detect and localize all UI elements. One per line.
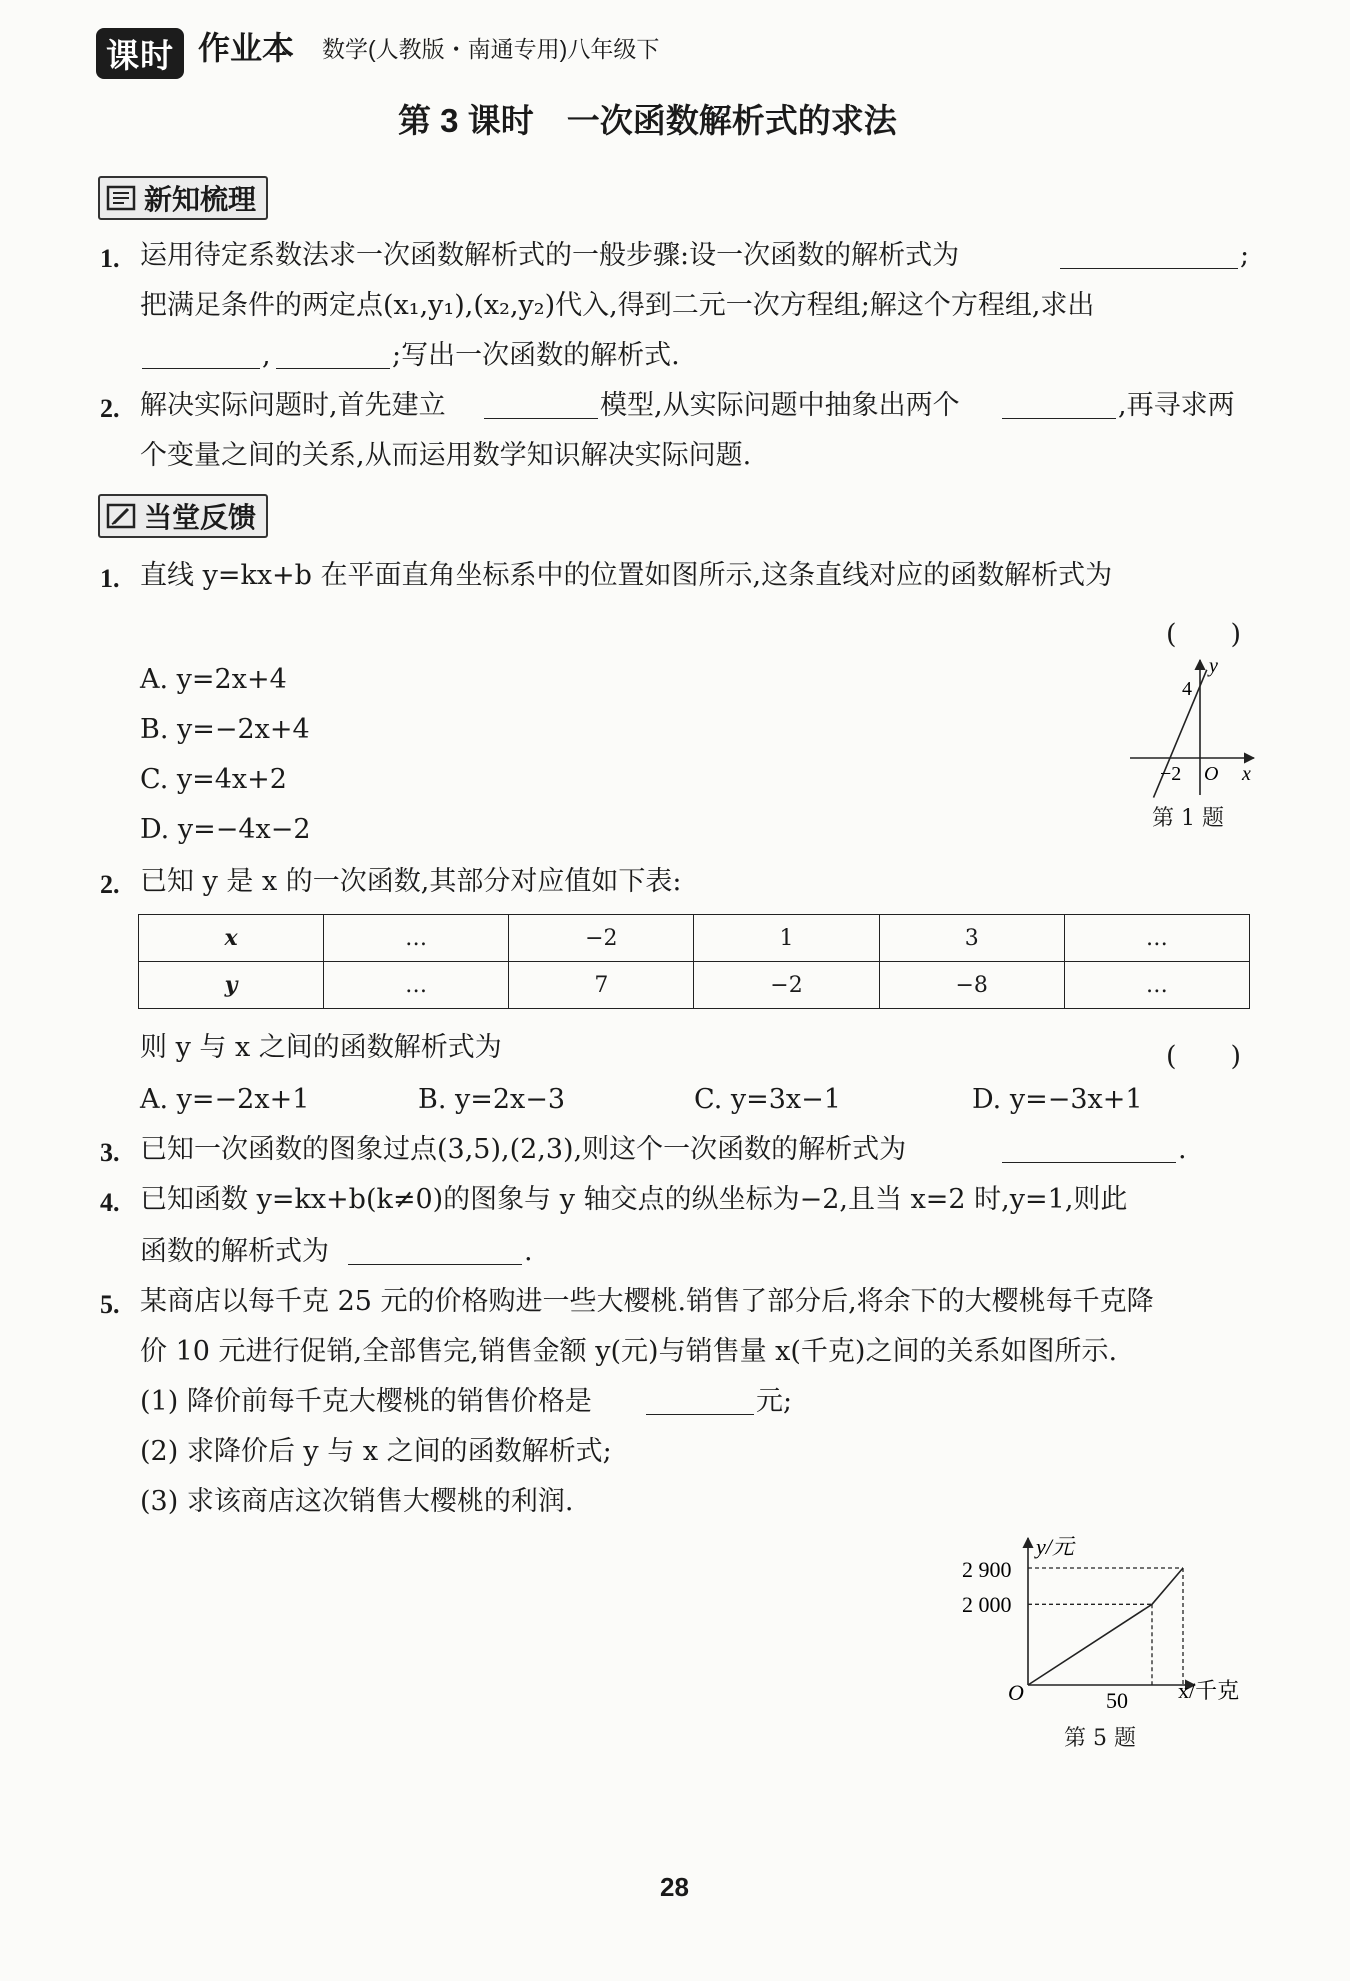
sub-question: (2) 求降价后 y 与 x 之间的函数解析式; xyxy=(140,1436,612,1467)
x-tick-label: −2 xyxy=(1160,763,1182,785)
question-text: , xyxy=(262,340,271,371)
answer-blank[interactable] xyxy=(276,348,390,369)
question-number: 1. xyxy=(100,564,120,593)
question-number: 1. xyxy=(100,244,120,273)
question-text: ,再寻求两 xyxy=(1118,390,1235,421)
option-d[interactable]: D. y=−3x+1 xyxy=(972,1084,1143,1115)
table-row xyxy=(139,962,1250,1009)
question-text: 解决实际问题时,首先建立 xyxy=(140,390,446,421)
y-tick-label: 2 000 xyxy=(962,1592,1012,1617)
table-cell: y xyxy=(139,962,324,1009)
y-tick-label: 2 900 xyxy=(962,1557,1012,1582)
table-cell: … xyxy=(1064,962,1249,1009)
question-number: 4. xyxy=(100,1188,120,1217)
question-text: 把满足条件的两定点(x₁,y₁),(x₂,y₂)代入,得到二元一次方程组;解这个方程组,求出 xyxy=(140,290,1095,321)
option-d[interactable]: D. y=−4x−2 xyxy=(140,814,311,845)
section-title: 当堂反馈 xyxy=(144,502,257,533)
x-tick-label: 50 xyxy=(1106,1688,1128,1713)
book-icon xyxy=(106,184,136,212)
sub-question: (1) 降价前每千克大樱桃的销售价格是 xyxy=(140,1386,592,1417)
origin-label: O xyxy=(1008,1680,1024,1705)
y-axis-label: y xyxy=(1209,655,1218,677)
table-cell: 3 xyxy=(879,915,1064,962)
option-a[interactable]: A. y=−2x+1 xyxy=(140,1084,310,1115)
origin-label: O xyxy=(1204,763,1219,785)
book-subtitle: 数学(人教版・南通专用)八年级下 xyxy=(322,36,660,62)
question-text: 运用待定系数法求一次函数解析式的一般步骤:设一次函数的解析式为 xyxy=(140,240,960,271)
y-axis-label: y/元 xyxy=(1036,1534,1074,1559)
question-text: 函数的解析式为 xyxy=(140,1236,329,1267)
question-text: 则 y 与 x 之间的函数解析式为 xyxy=(140,1032,502,1063)
y-tick-label: 4 xyxy=(1182,678,1192,700)
question-number: 2. xyxy=(100,870,120,899)
section-title: 新知梳理 xyxy=(144,184,257,215)
answer-blank[interactable] xyxy=(142,348,260,369)
question-text: ;写出一次函数的解析式. xyxy=(392,340,680,371)
table-row xyxy=(139,915,1250,962)
section-new-knowledge xyxy=(98,176,268,220)
answer-blank[interactable] xyxy=(1002,398,1116,419)
figure-caption: 第 5 题 xyxy=(1064,1726,1136,1751)
lesson-title: 第 3 课时 一次函数解析式的求法 xyxy=(398,102,897,139)
answer-blank[interactable] xyxy=(484,398,598,419)
table-cell: … xyxy=(1064,915,1249,962)
option-c[interactable]: C. y=3x−1 xyxy=(694,1084,841,1115)
segment-before-discount xyxy=(1028,1604,1152,1685)
sub-question: 元; xyxy=(756,1386,793,1417)
table-cell: 1 xyxy=(694,915,879,962)
question-text: . xyxy=(524,1236,533,1267)
value-table xyxy=(138,914,1250,1009)
option-b[interactable]: B. y=−2x+4 xyxy=(140,714,310,745)
section-class-feedback xyxy=(98,494,268,538)
question-text: 已知一次函数的图象过点(3,5),(2,3),则这个一次函数的解析式为 xyxy=(140,1134,907,1165)
answer-paren[interactable]: ( ) xyxy=(1166,1041,1242,1072)
brand-title: 作业本 xyxy=(198,30,295,66)
x-axis-label: x/千克 xyxy=(1178,1678,1240,1703)
answer-blank[interactable] xyxy=(1002,1142,1176,1163)
question-text: ; xyxy=(1240,240,1250,271)
question-number: 3. xyxy=(100,1138,120,1167)
question-text: 模型,从实际问题中抽象出两个 xyxy=(600,390,960,421)
question-text: . xyxy=(1178,1134,1187,1165)
figure-5-graph xyxy=(960,1530,1260,1725)
table-cell: −8 xyxy=(879,962,1064,1009)
option-c[interactable]: C. y=4x+2 xyxy=(140,764,287,795)
segment-after-discount xyxy=(1152,1568,1183,1604)
figure-1-graph xyxy=(1120,650,1260,800)
answer-blank[interactable] xyxy=(348,1244,522,1265)
question-text: 价 10 元进行促销,全部售完,销售金额 y(元)与销售量 x(千克)之间的关系如图所示. xyxy=(140,1336,1118,1367)
table-cell: … xyxy=(324,915,509,962)
table-cell: −2 xyxy=(694,962,879,1009)
table-cell: x xyxy=(139,915,324,962)
table-cell: −2 xyxy=(509,915,694,962)
question-text: 某商店以每千克 25 元的价格购进一些大樱桃.销售了部分后,将余下的大樱桃每千克降 xyxy=(140,1286,1154,1317)
table-cell: … xyxy=(324,962,509,1009)
answer-blank[interactable] xyxy=(1060,248,1238,269)
brand-badge: 课时 xyxy=(96,28,184,79)
answer-blank[interactable] xyxy=(646,1394,754,1415)
sub-question: (3) 求该商店这次销售大樱桃的利润. xyxy=(140,1486,574,1517)
question-number: 5. xyxy=(100,1290,120,1319)
pencil-icon xyxy=(106,502,136,530)
question-text: 已知 y 是 x 的一次函数,其部分对应值如下表: xyxy=(140,866,682,897)
option-a[interactable]: A. y=2x+4 xyxy=(140,664,287,695)
question-text: 个变量之间的关系,从而运用数学知识解决实际问题. xyxy=(140,440,752,471)
question-number: 2. xyxy=(100,394,120,423)
table-cell: 7 xyxy=(509,962,694,1009)
figure-caption: 第 1 题 xyxy=(1152,806,1224,831)
page-number: 28 xyxy=(660,1872,689,1902)
option-b[interactable]: B. y=2x−3 xyxy=(418,1084,566,1115)
question-text: 已知函数 y=kx+b(k≠0)的图象与 y 轴交点的纵坐标为−2,且当 x=2 时,y=1,则此 xyxy=(140,1184,1128,1215)
x-axis-label: x xyxy=(1242,763,1251,785)
question-text: 直线 y=kx+b 在平面直角坐标系中的位置如图所示,这条直线对应的函数解析式为 xyxy=(140,560,1113,591)
answer-paren[interactable]: ( ) xyxy=(1166,619,1242,650)
